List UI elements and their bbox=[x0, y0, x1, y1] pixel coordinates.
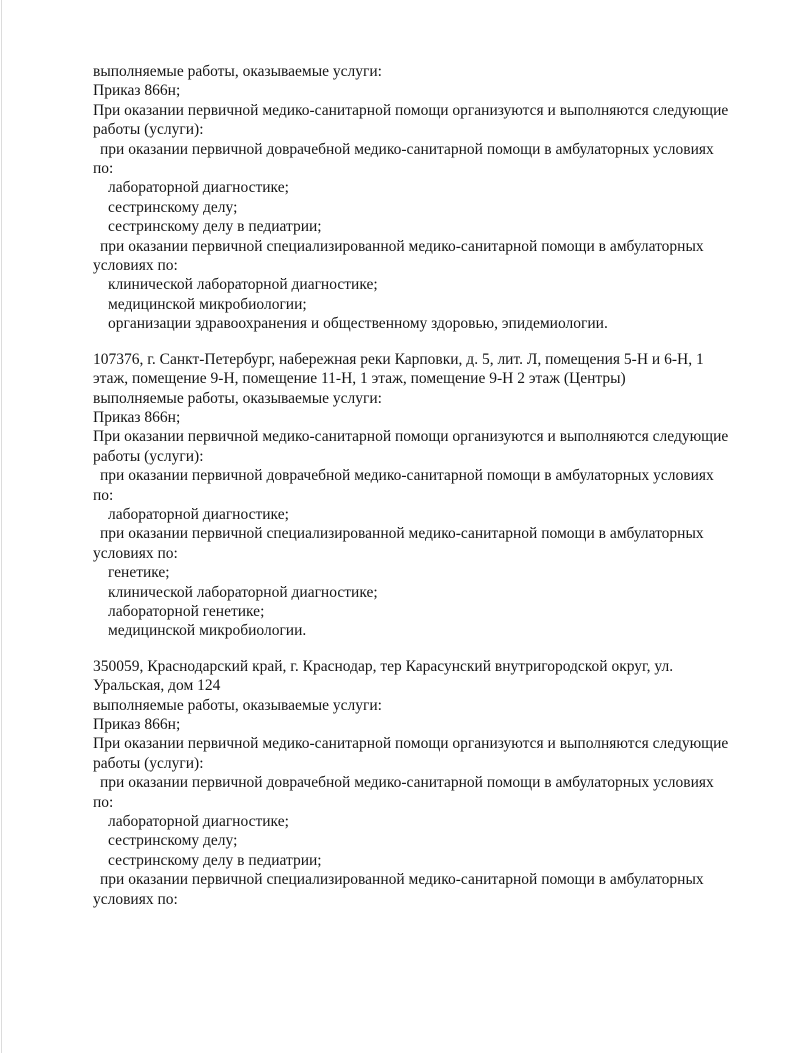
document-line: сестринскому делу; bbox=[108, 832, 238, 850]
document-line: клинической лабораторной диагностике; bbox=[108, 583, 378, 601]
document-line: Приказ 866н; bbox=[93, 716, 181, 733]
license-works-text bbox=[93, 62, 753, 925]
document-line: выполняемые работы, оказываемые услуги: bbox=[93, 389, 382, 407]
document-line: по: bbox=[93, 486, 114, 504]
services-block-1 bbox=[93, 62, 753, 334]
document-line: выполняемые работы, оказываемые услуги: bbox=[93, 696, 382, 714]
address-block-krasnodar bbox=[93, 657, 753, 909]
document-line: лабораторной генетике; bbox=[108, 602, 265, 620]
document-line: по: bbox=[93, 793, 114, 811]
document-line: медицинской микробиологии. bbox=[108, 622, 307, 640]
document-line: сестринскому делу; bbox=[108, 198, 238, 216]
document-line: работы (услуги): bbox=[93, 754, 204, 772]
document-line: медицинской микробиологии; bbox=[108, 295, 307, 313]
document-line: При оказании первичной медико-санитарной помощи организуются и выполняются следующие bbox=[93, 101, 729, 119]
document-line: клинической лабораторной диагностике; bbox=[108, 276, 378, 294]
document-line: 107376, г. Санкт-Петербург, набережная реки Карповки, д. 5, лит. Л, помещения 5-Н и 6-Н, 1 bbox=[93, 350, 704, 368]
document-line: Приказ 866н; bbox=[93, 82, 181, 100]
document-line: при оказании первичной доврачебной медико-санитарной помощи в амбулаторных условиях bbox=[100, 467, 714, 485]
document-line: лабораторной диагностике; bbox=[108, 179, 289, 197]
document-line: сестринскому делу в педиатрии; bbox=[108, 218, 322, 236]
document-line: при оказании первичной доврачебной медико-санитарной помощи в амбулаторных условиях bbox=[100, 774, 714, 792]
document-line: условиях по: bbox=[93, 544, 178, 562]
document-line: по: bbox=[93, 160, 114, 178]
document-line: условиях по: bbox=[93, 890, 178, 908]
document-line: работы (услуги): bbox=[93, 121, 204, 139]
document-line: Уральская, дом 124 bbox=[93, 677, 221, 695]
document-line: работы (услуги): bbox=[93, 447, 204, 465]
document-line: при оказании первичной специализированной медико-санитарной помощи в амбулаторных bbox=[100, 871, 704, 889]
document-line: лабораторной диагностике; bbox=[108, 813, 289, 831]
document-line: при оказании первичной специализированной медико-санитарной помощи в амбулаторных bbox=[100, 525, 704, 543]
document-line: при оказании первичной специализированной медико-санитарной помощи в амбулаторных bbox=[100, 237, 704, 255]
document-line: 350059, Краснодарский край, г. Краснодар, тер Карасунский внутригородской округ, ул. bbox=[93, 657, 674, 675]
document-line: При оказании первичной медико-санитарной помощи организуются и выполняются следующие bbox=[93, 428, 729, 446]
document-line: генетике; bbox=[108, 564, 170, 582]
document-line: сестринскому делу в педиатрии; bbox=[108, 851, 322, 869]
document-line: При оказании первичной медико-санитарной помощи организуются и выполняются следующие bbox=[93, 735, 729, 753]
document-line: лабораторной диагностике; bbox=[108, 505, 289, 523]
address-block-spb bbox=[93, 350, 753, 641]
document-line: условиях по: bbox=[93, 257, 178, 275]
document-line: выполняемые работы, оказываемые услуги: bbox=[93, 63, 382, 80]
document-line: Приказ 866н; bbox=[93, 408, 181, 426]
document-line: при оказании первичной доврачебной медико-санитарной помощи в амбулаторных условиях bbox=[100, 140, 714, 158]
page-left-edge-line bbox=[1, 0, 2, 1053]
document-line: организации здравоохранения и общественному здоровью, эпидемиологии. bbox=[108, 315, 608, 333]
document-line: этаж, помещение 9-Н, помещение 11-Н, 1 этаж, помещение 9-Н 2 этаж (Центры) bbox=[93, 370, 626, 388]
